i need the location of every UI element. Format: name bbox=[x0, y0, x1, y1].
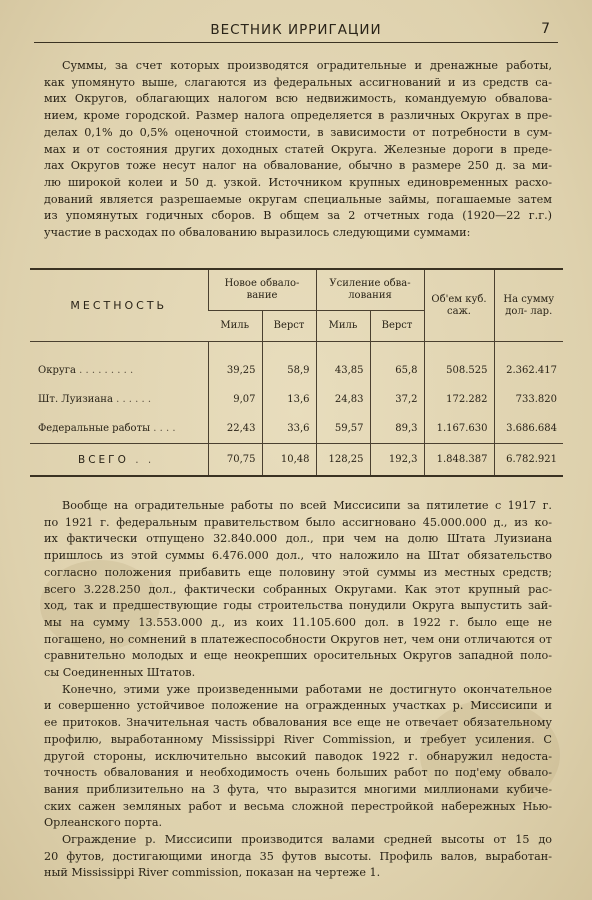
total-name-cell bbox=[30, 444, 208, 475]
cell-reinf-miles: 24,83 bbox=[316, 385, 370, 414]
text-line: погашено, но сомнений в платежеспособности Округов нет, чем они отличаются от bbox=[44, 632, 552, 646]
total-reinf-versts: 192,3 bbox=[370, 444, 424, 475]
text-line: сравнительно молодых и еще неокрепших оросительных Округов западной поло- bbox=[44, 649, 552, 663]
text-line: Конечно, этими уже произведенными работами не достигнуто окончательное bbox=[62, 682, 552, 696]
cell-reinf-miles: 43,85 bbox=[316, 342, 370, 386]
text-line: из упомянутых годичных сборов. В общем за 2 отчетных года (1920—22 г.г.) bbox=[44, 209, 552, 223]
journal-title: ВЕСТНИК ИРРИГАЦИИ bbox=[210, 22, 382, 38]
col-header-place: МЕСТНОСТЬ bbox=[30, 270, 208, 342]
paragraph-funding bbox=[44, 58, 552, 242]
cell-sum: 2.362.417 bbox=[494, 342, 563, 386]
cell-new-miles: 9,07 bbox=[208, 385, 262, 414]
table-total-row bbox=[30, 444, 563, 475]
text-line: профилю, выработанному Mississippi River Commission, и требует усиления. С bbox=[44, 732, 552, 746]
leader-dots: . . . . . . . . . bbox=[79, 365, 134, 377]
col-header-sum: На сумму дол- лар. bbox=[494, 270, 563, 342]
text-line: Ограждение р. Миссисипи производится валами средней высоты от 15 до bbox=[62, 833, 552, 847]
text-line: пришлось из этой суммы 6.476.000 дол., что наложило на Штат обязательство bbox=[44, 549, 552, 563]
row-name-cell bbox=[30, 414, 208, 443]
text-line: делах 0,1% до 0,5% оценочной стоимости, в зависимости от потребности в сум- bbox=[44, 125, 552, 139]
row-name-cell bbox=[30, 385, 208, 414]
cell-volume: 172.282 bbox=[424, 385, 494, 414]
cell-sum: 733.820 bbox=[494, 385, 563, 414]
subheader-versts: Верст bbox=[370, 311, 424, 342]
text-line: как упомянуто выше, слагаются из федеральных ассигнований и из средств са- bbox=[44, 75, 552, 89]
text-line: по 1921 г. федеральным правительством было ассигновано 45.000.000 д., из ко- bbox=[44, 515, 552, 529]
col-header-reinforcement: Усиление обва- лования bbox=[316, 270, 424, 311]
cell-new-miles: 22,43 bbox=[208, 414, 262, 443]
text-line: мах и от состояния других доходных статей Округа. Железные дороги в преде- bbox=[44, 142, 552, 156]
text-line: всего 3.228.250 дол., фактически собранных Округами. Как этот крупный рас- bbox=[44, 582, 552, 596]
subheader-miles: Миль bbox=[316, 311, 370, 342]
text-line: лах Округов тоже несут налог на обвалование, обычно в размере 250 д. за ми- bbox=[44, 159, 552, 173]
cell-reinf-versts: 65,8 bbox=[370, 342, 424, 386]
page-number: 7 bbox=[541, 21, 550, 37]
text-line: лю широкой колеи и 50 д. узкой. Источником крупных единовременных расхо- bbox=[44, 175, 552, 189]
leader-dots: . . bbox=[135, 453, 155, 466]
text-line: ских сажен земляных работ и весьма сложной перестройкой набережных Нью- bbox=[44, 799, 552, 813]
table-row bbox=[30, 414, 563, 443]
col-header-volume: Об'ем куб. саж. bbox=[424, 270, 494, 342]
cell-reinf-versts: 89,3 bbox=[370, 414, 424, 443]
paragraph-federal-and-levees bbox=[44, 498, 552, 882]
cell-volume: 1.167.630 bbox=[424, 414, 494, 443]
total-label: ВСЕГО bbox=[78, 453, 129, 466]
cell-volume: 508.525 bbox=[424, 342, 494, 386]
table-row bbox=[30, 385, 563, 414]
cell-new-versts: 33,6 bbox=[262, 414, 316, 443]
text-line: дований является разрешаемые округам специальные займы, погашаемые затем bbox=[44, 192, 552, 206]
subheader-versts: Верст bbox=[262, 311, 316, 342]
text-line: нием, кроме городской. Размер налога определяется в различных Округах в пре- bbox=[44, 109, 552, 123]
text-line: другой стороны, исключительно высокий паводок 1922 г. обнаружил недоста- bbox=[44, 749, 552, 763]
expenditure-table bbox=[30, 268, 563, 477]
total-new-versts: 10,48 bbox=[262, 444, 316, 475]
cell-new-versts: 13,6 bbox=[262, 385, 316, 414]
text-line: вания приблизительно на 3 фута, что выразится многими миллионами кубиче- bbox=[44, 782, 552, 796]
subheader-miles: Миль bbox=[208, 311, 262, 342]
text-line: Вообще на оградительные работы по всей Миссисипи за пятилетие с 1917 г. bbox=[62, 499, 552, 512]
total-new-miles: 70,75 bbox=[208, 444, 262, 475]
cell-reinf-versts: 37,2 bbox=[370, 385, 424, 414]
row-name: Федеральные работы bbox=[38, 423, 151, 435]
cell-sum: 3.686.684 bbox=[494, 414, 563, 443]
col-header-new-levee: Новое обвало- вание bbox=[208, 270, 316, 311]
text-line: согласно положения прибавить еще половину этой суммы из местных средств; bbox=[44, 565, 552, 579]
text-line: ее притоков. Значительная часть обвалования все еще не отвечает обязательному bbox=[44, 716, 552, 730]
text-line: и совершенно устойчивое положение на огражденных участках р. Миссисипи и bbox=[44, 699, 552, 713]
row-name-cell bbox=[30, 342, 208, 386]
cell-reinf-miles: 59,57 bbox=[316, 414, 370, 443]
text-line: точность обвалования и необходимость очень больших работ по под'ему обвало- bbox=[44, 766, 552, 780]
page-header bbox=[34, 20, 558, 43]
total-sum: 6.782.921 bbox=[494, 444, 563, 475]
text-line: 20 футов, достигающими иногда 35 футов высоты. Профиль валов, выработан- bbox=[44, 849, 552, 863]
total-volume: 1.848.387 bbox=[424, 444, 494, 475]
text-line: их фактически отпущено 32.840.000 дол., при чем на долю Штата Луизиана bbox=[44, 532, 552, 546]
text-line: ный Mississippi River commission, показан на чертеже 1. bbox=[44, 866, 381, 880]
cell-new-versts: 58,9 bbox=[262, 342, 316, 386]
leader-dots: . . . . bbox=[153, 423, 176, 435]
table-row bbox=[30, 342, 563, 386]
text-line: мих Округов, облагающих налогом всю недвижимость, командуемую обвалова- bbox=[44, 92, 552, 106]
text-line: ход, так и предшествующие годы строительства понудили Округа выпустить зай- bbox=[44, 599, 552, 613]
total-reinf-miles: 128,25 bbox=[316, 444, 370, 475]
cell-new-miles: 39,25 bbox=[208, 342, 262, 386]
text-line: Суммы, за счет которых производятся оградительные и дренажные работы, bbox=[62, 59, 552, 72]
text-line: сы Соединенных Штатов. bbox=[44, 666, 196, 680]
stats-table bbox=[30, 270, 563, 475]
row-name: Округа bbox=[38, 365, 76, 377]
leader-dots: . . . . . . bbox=[116, 394, 152, 406]
text-line: мы на сумму 13.553.000 д., из коих 11.105.600 дол. в 1922 г. было еще не bbox=[44, 615, 552, 629]
row-name: Шт. Луизиана bbox=[38, 394, 113, 406]
text-line: Орлеанского порта. bbox=[44, 816, 163, 830]
text-line: участие в расходах по обвалованию выразилось следующими суммами: bbox=[44, 226, 471, 240]
